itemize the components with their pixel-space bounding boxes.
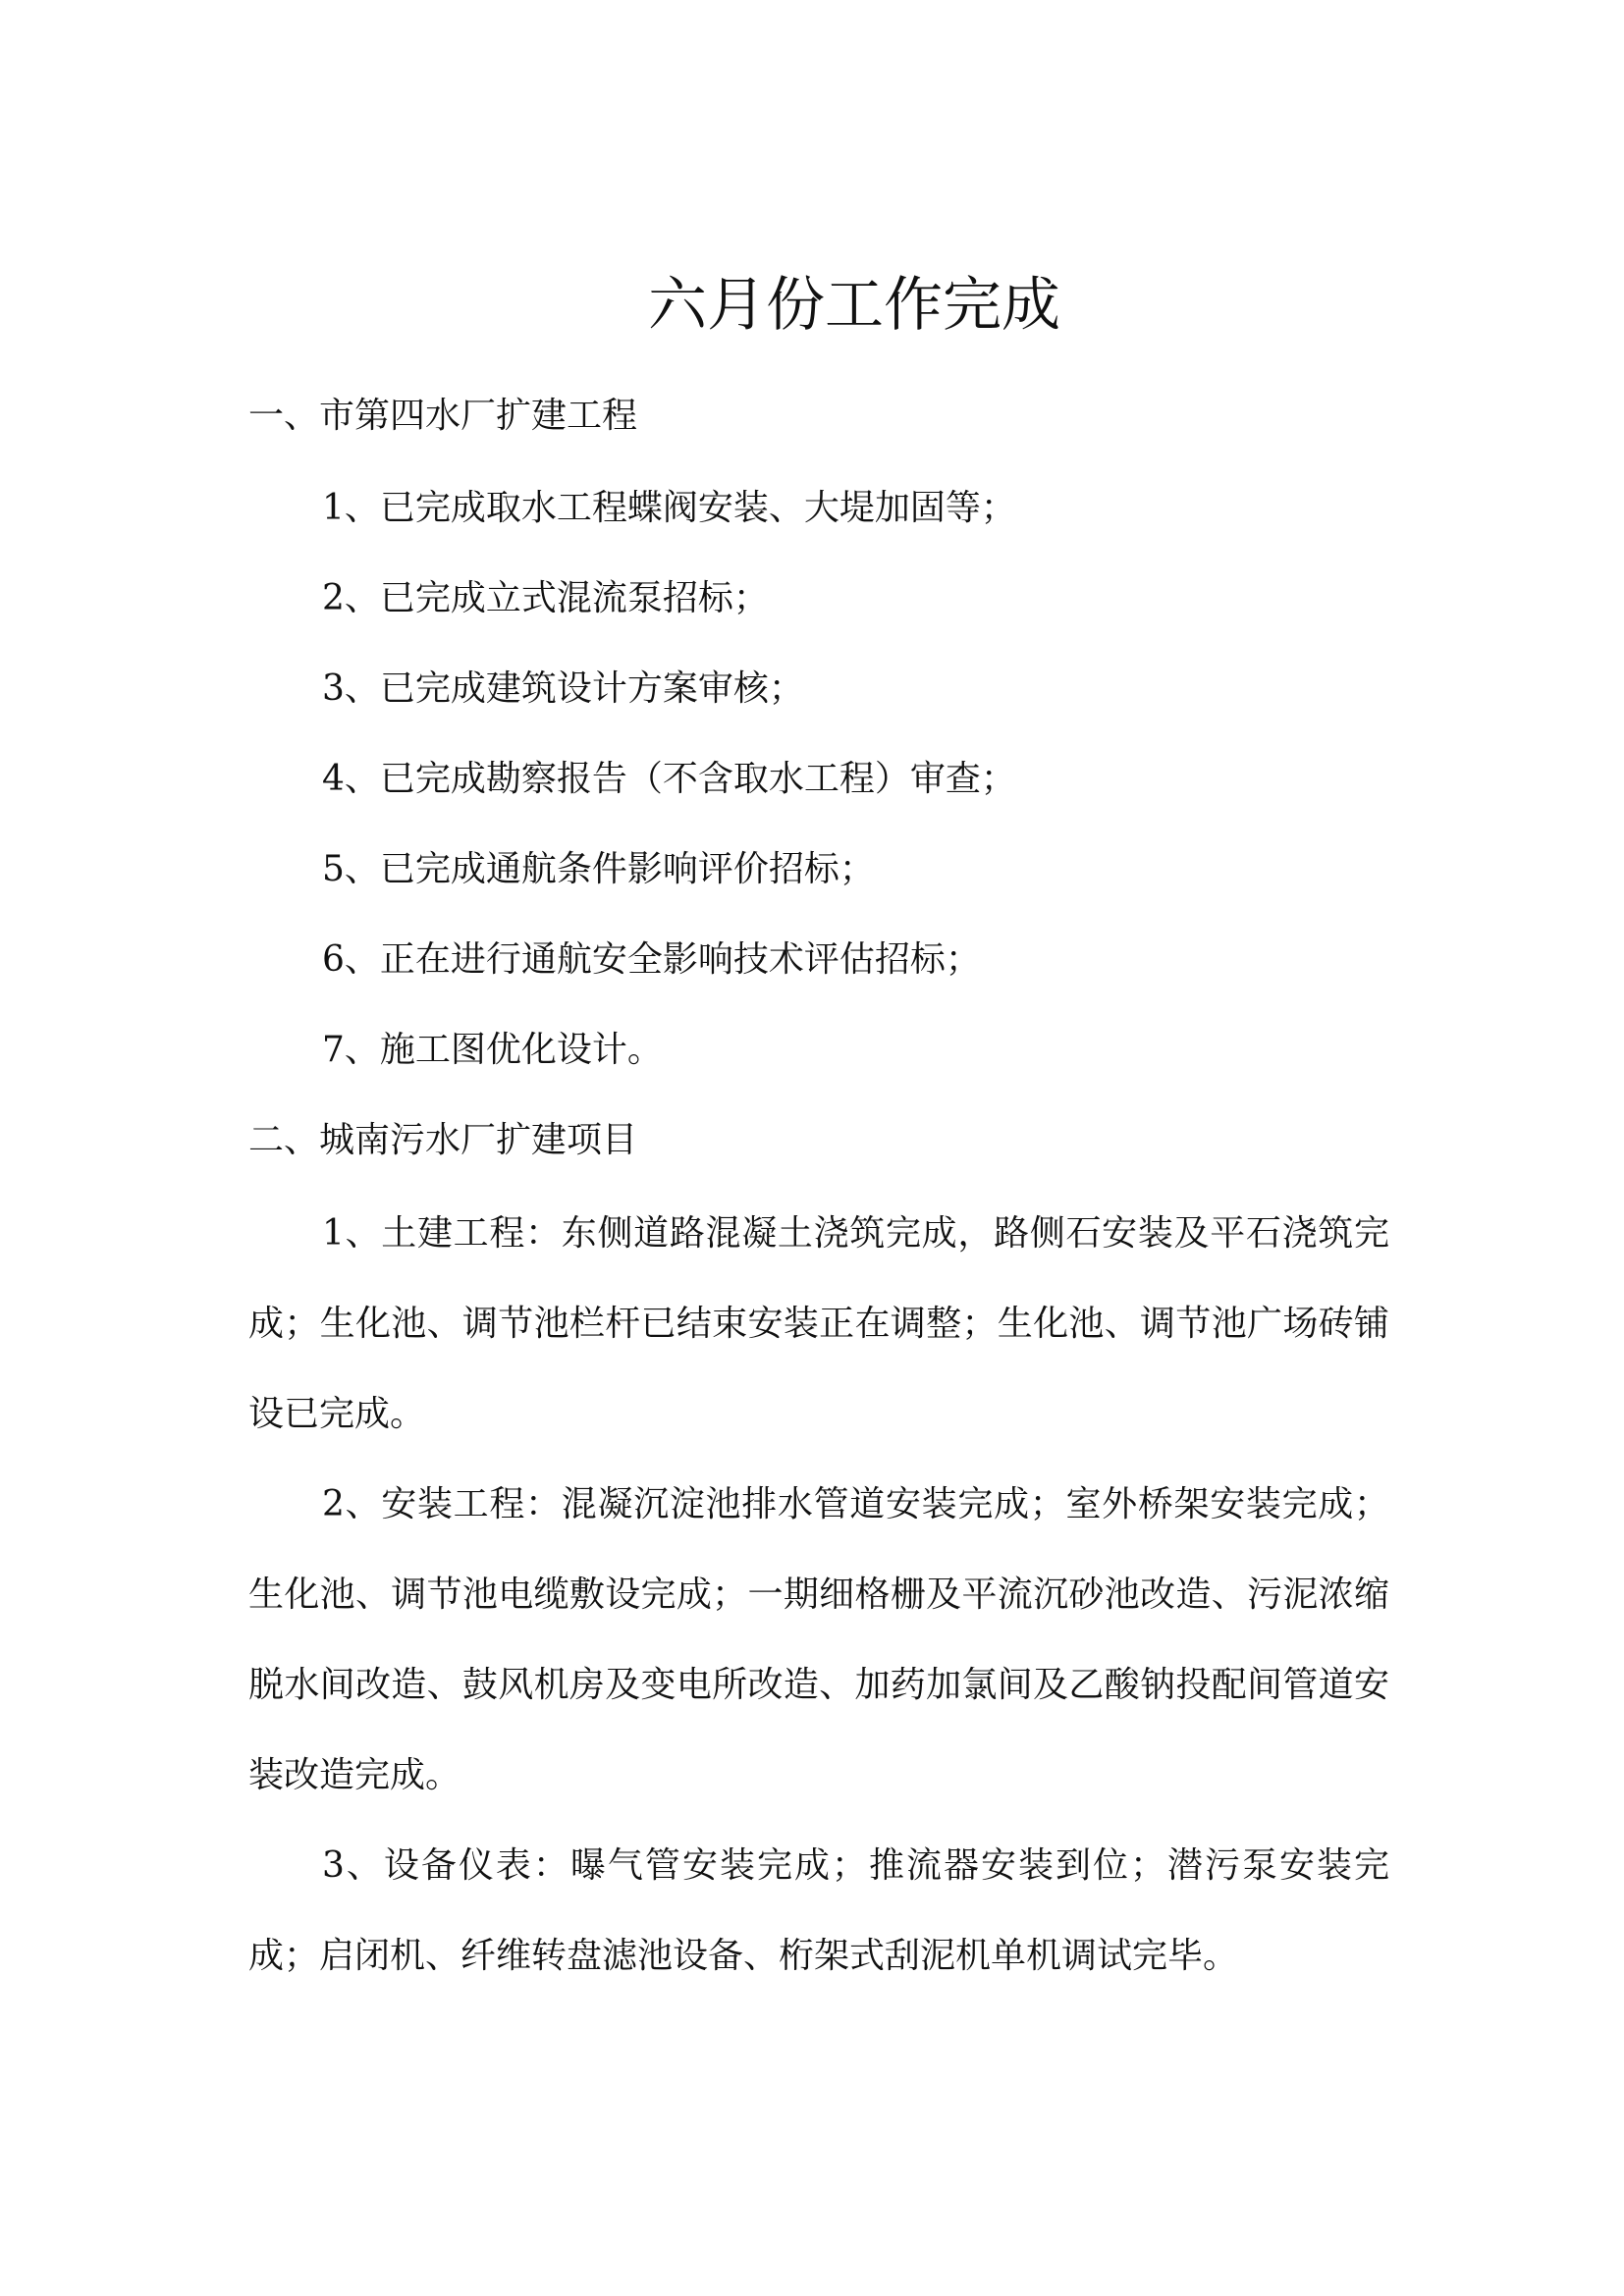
section1-item-7: 7、施工图优化设计。 (322, 1030, 663, 1070)
section-heading-1: 一、市第四水厂扩建工程 (248, 396, 638, 436)
document-title: 六月份工作完成 (648, 271, 1060, 340)
section1-item-2: 2、已完成立式混流泵招标； (322, 578, 769, 618)
section1-item-4: 4、已完成勘察报告（不含取水工程）审查； (322, 759, 1016, 799)
section2-paragraph-3: 3、设备仪表：曝气管安装完成；推流器安装到位；潜污泵安装完成；启闭机、纤维转盘滤池设备、桁架式刮泥机单机调试完毕。 (248, 1845, 1389, 1976)
section2-paragraph-1: 1、土建工程：东侧道路混凝土浇筑完成，路侧石安装及平石浇筑完成；生化池、调节池栏杆已结束安装正在调整；生化池、调节池广场砖铺设已完成。 (248, 1213, 1389, 1434)
section1-item-3: 3、已完成建筑设计方案审核； (322, 668, 804, 709)
section1-item-6: 6、正在进行通航安全影响技术评估招标； (322, 939, 981, 980)
section2-paragraph-2: 2、安装工程：混凝沉淀池排水管道安装完成；室外桥架安装完成；生化池、调节池电缆敷设完成；一期细格栅及平流沉砂池改造、污泥浓缩脱水间改造、鼓风机房及变电所改造、加药加氯间及乙酸钠投配间管道安装改造完成。 (248, 1484, 1389, 1795)
section1-item-5: 5、已完成通航条件影响评价招标； (322, 849, 875, 889)
section1-item-1: 1、已完成取水工程蝶阀安装、大堤加固等； (322, 488, 1016, 528)
section-heading-2: 二、城南污水厂扩建项目 (248, 1120, 638, 1160)
